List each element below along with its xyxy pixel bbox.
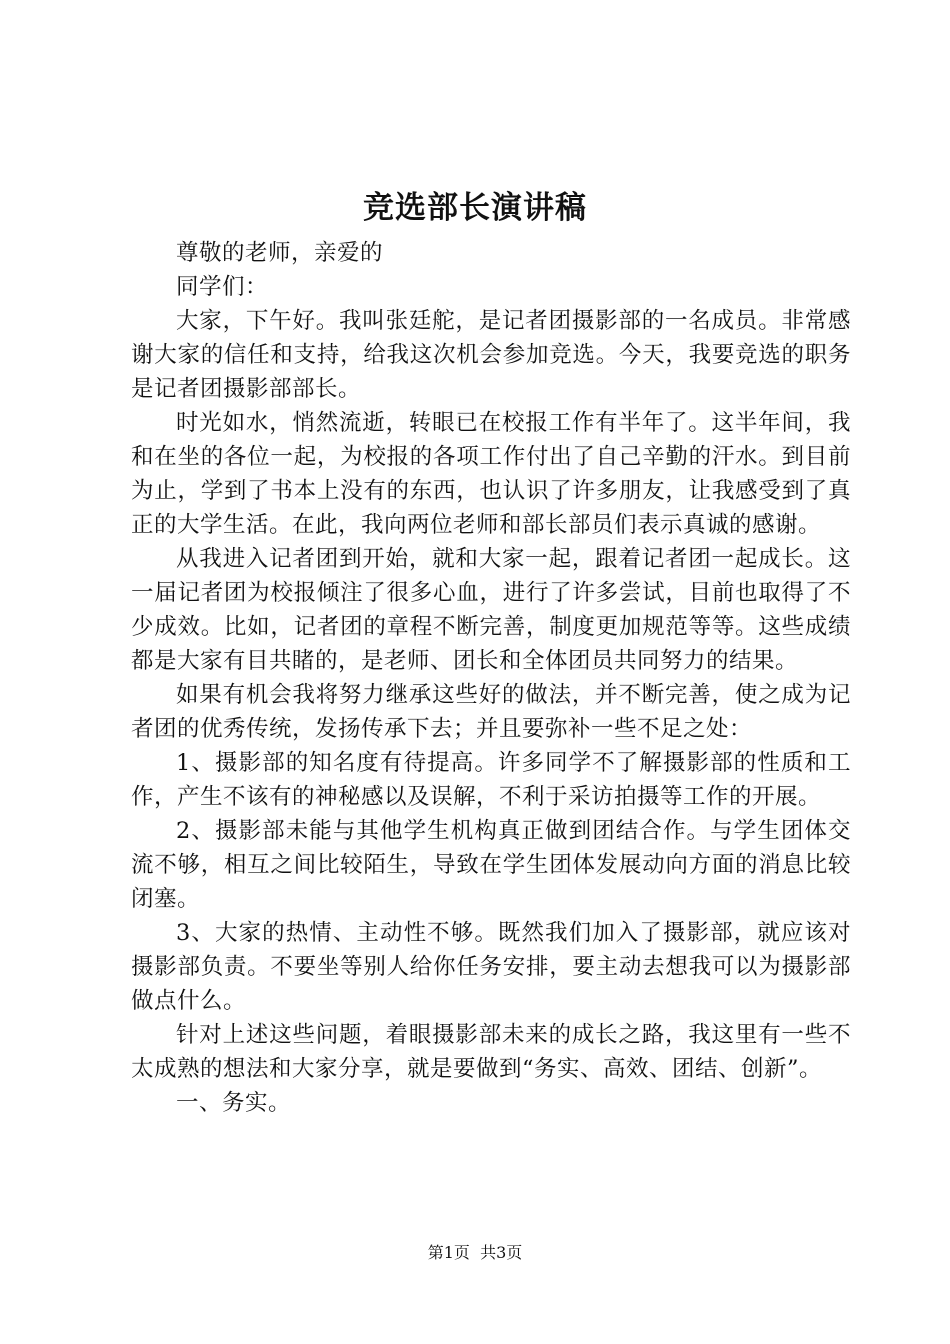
document-title: 竞选部长演讲稿	[363, 190, 587, 226]
paragraph-time: 时光如水，悄然流逝，转眼已在校报工作有半年了。这半年间，我和在坐的各位一起，为校报的各项工作付出了自己辛勤的汗水。到目前为止，学到了书本上没有的东西，也认识了许多朋友，让我感受到了真正的大学生活。在此，我向两位老师和部长部员们表示真诚的感谢。	[131, 410, 851, 538]
list-item-2: 2、摄影部未能与其他学生机构真正做到团结合作。与学生团体交流不够，相互之间比较陌生，导致在学生团体发展动向方面的消息比较闭塞。	[131, 818, 851, 912]
page-number: 第1页	[427, 1243, 470, 1262]
salutation-line-1: 尊敬的老师，亲爱的	[176, 240, 384, 266]
document-body	[131, 236, 851, 1120]
page-total: 共3页	[480, 1243, 523, 1262]
list-item-1: 1、摄影部的知名度有待提高。许多同学不了解摄影部的性质和工作，产生不该有的神秘感以及误解，不利于采访拍摄等工作的开展。	[131, 750, 851, 810]
paragraph-plan: 如果有机会我将努力继承这些好的做法，并不断完善，使之成为记者团的优秀传统，发扬传承下去；并且要弥补一些不足之处：	[131, 682, 851, 742]
paragraph-growth: 从我进入记者团到开始，就和大家一起，跟着记者团一起成长。这一届记者团为校报倾注了很多心血，进行了许多尝试，目前也取得了不少成效。比如，记者团的章程不断完善，制度更加规范等等。这些成绩都是大家有目共睹的，是老师、团长和全体团员共同努力的结果。	[131, 546, 851, 674]
section-heading-1: 一、务实。	[176, 1090, 292, 1116]
salutation-line-2: 同学们：	[176, 274, 269, 300]
paragraph-intro: 大家，下午好。我叫张廷舵，是记者团摄影部的一名成员。非常感谢大家的信任和支持，给我这次机会参加竞选。今天，我要竞选的职务是记者团摄影部部长。	[131, 308, 851, 402]
page-footer	[0, 1242, 950, 1264]
list-item-3: 3、大家的热情、主动性不够。既然我们加入了摄影部，就应该对摄影部负责。不要坐等别人给你任务安排，要主动去想我可以为摄影部做点什么。	[131, 920, 851, 1014]
paragraph-solution: 针对上述这些问题，着眼摄影部未来的成长之路，我这里有一些不太成熟的想法和大家分享，就是要做到“务实、高效、团结、创新”。	[131, 1022, 851, 1082]
